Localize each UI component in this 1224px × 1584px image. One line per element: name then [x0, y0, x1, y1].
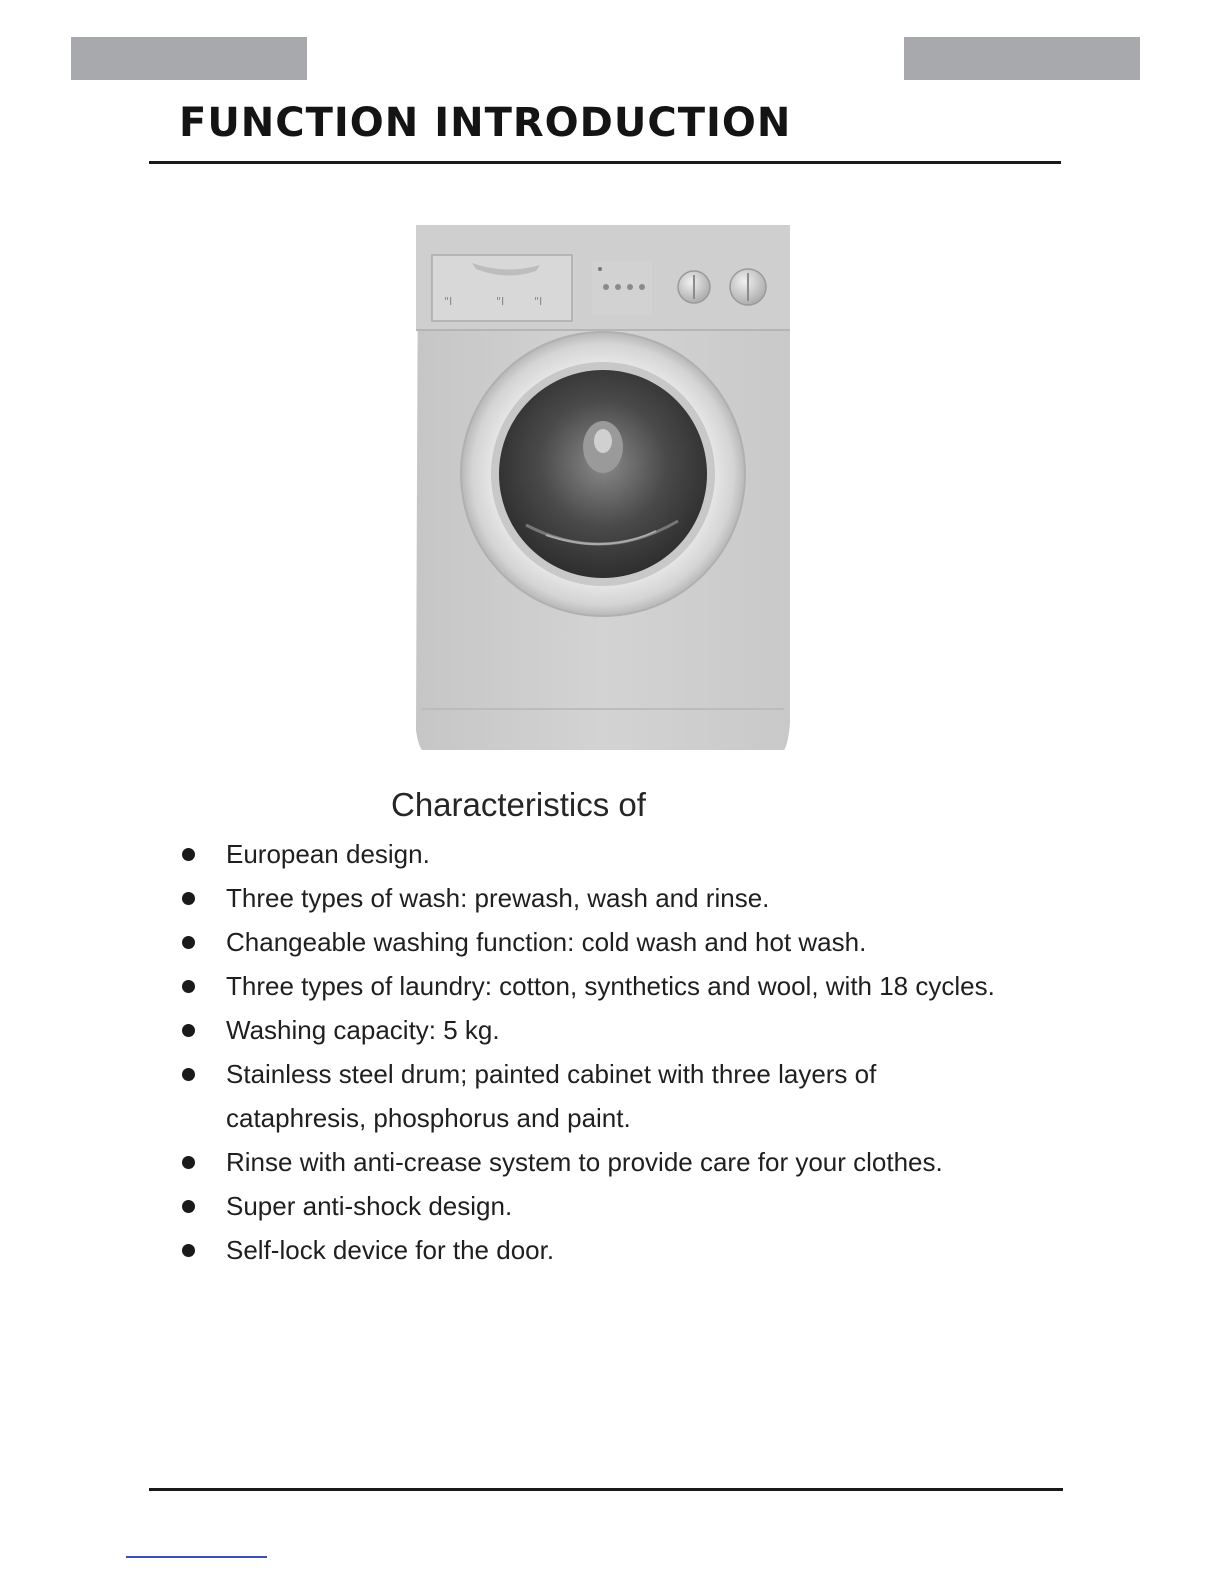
bullet-icon	[182, 848, 195, 861]
list-item-text: Rinse with anti-crease system to provide care for your clothes.	[226, 1147, 943, 1177]
svg-text:"I: "I	[496, 295, 505, 308]
list-item-text: Changeable washing function: cold wash and hot wash.	[226, 927, 867, 957]
bullet-icon	[182, 936, 195, 949]
list-item	[180, 1184, 1080, 1228]
list-item	[180, 1052, 1080, 1140]
svg-text:"I: "I	[444, 295, 453, 308]
bullet-icon	[182, 1244, 195, 1257]
characteristics-heading: Characteristics of	[391, 786, 646, 823]
list-item-text: Washing capacity: 5 kg.	[226, 1015, 500, 1045]
bullet-icon	[182, 892, 195, 905]
bullet-icon	[182, 1024, 195, 1037]
list-item-text: Three types of wash: prewash, wash and rinse.	[226, 883, 770, 913]
footer-accent-line	[126, 1556, 267, 1558]
bullet-icon	[182, 1200, 195, 1213]
list-item	[180, 1228, 1080, 1272]
list-item-text: European design.	[226, 839, 430, 869]
list-item	[180, 1140, 1080, 1184]
bullet-icon	[182, 1156, 195, 1169]
list-item	[180, 1008, 1080, 1052]
bullet-icon	[182, 980, 195, 993]
list-item	[180, 876, 1080, 920]
svg-text:"I: "I	[534, 295, 543, 308]
list-item-text: Super anti-shock design.	[226, 1191, 513, 1221]
washing-machine-photo	[416, 225, 790, 750]
list-item	[180, 832, 1080, 876]
list-item-text: Self-lock device for the door.	[226, 1235, 555, 1265]
list-item	[180, 920, 1080, 964]
bullet-icon	[182, 1068, 195, 1081]
title-divider	[149, 161, 1061, 164]
header-tab-left	[71, 37, 307, 80]
list-item	[180, 964, 1080, 1008]
list-item-text: Stainless steel drum; painted cabinet with three layers of cataphresis, phosphorus and paint.	[226, 1059, 877, 1133]
footer-divider	[149, 1488, 1063, 1491]
header-tab-right	[904, 37, 1140, 80]
list-item-text: Three types of laundry: cotton, synthetics and wool, with 18 cycles.	[226, 971, 995, 1001]
page-title: FUNCTION INTRODUCTION	[179, 100, 792, 146]
characteristics-list	[180, 832, 1080, 1272]
